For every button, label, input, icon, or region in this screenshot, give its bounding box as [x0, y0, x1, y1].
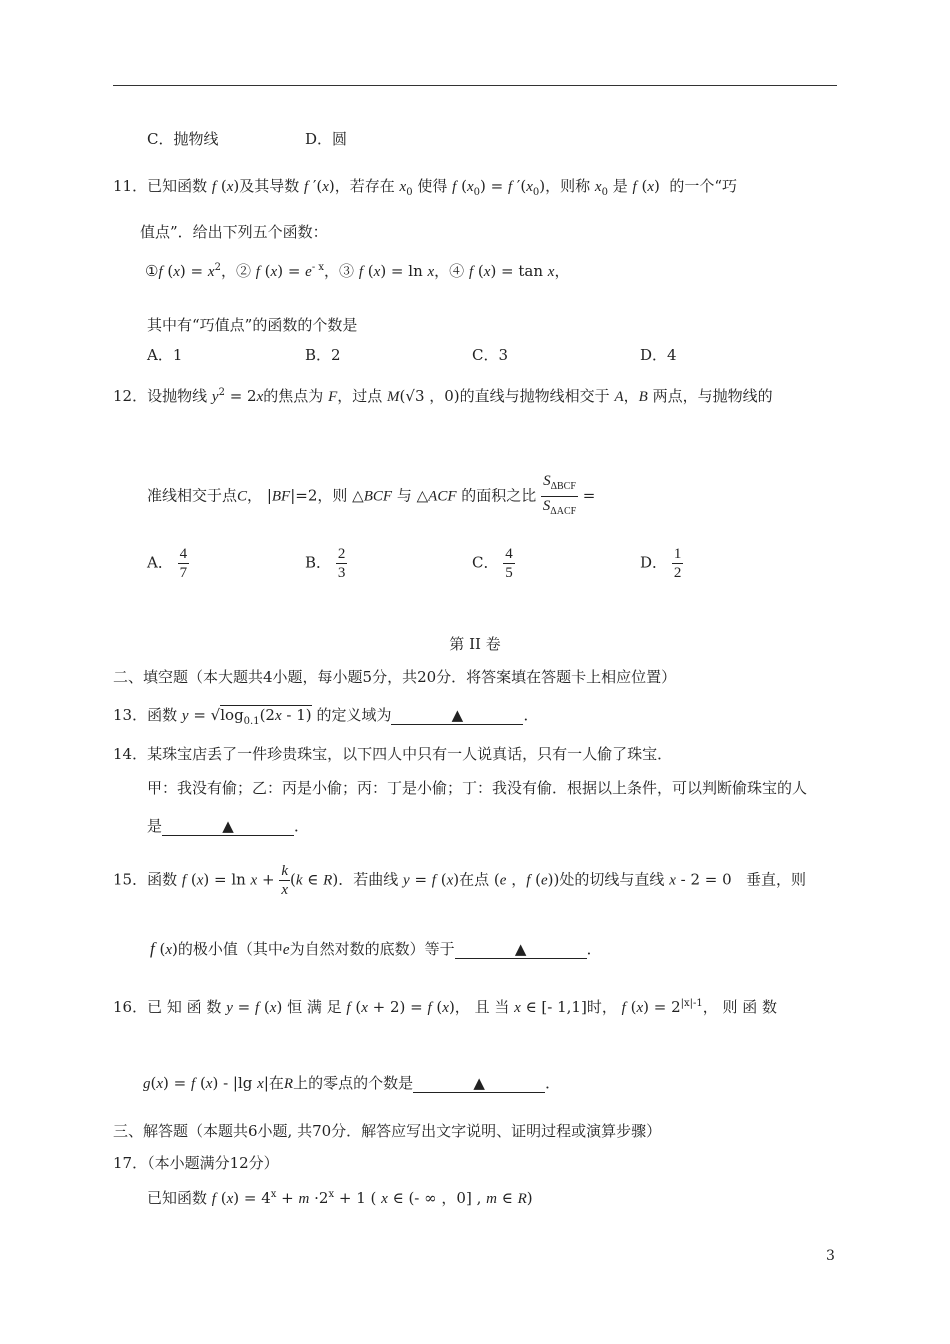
q11-option-b: B．2: [305, 346, 341, 364]
question-13: 13．函数 $y = √\log_{0.1}(2x - 1)$ 的定义域为 ▲ ．: [113, 706, 539, 727]
answer-blank[interactable]: ▲: [413, 1076, 545, 1093]
q12-option-c: C． $\frac{4}{5}$: [472, 546, 513, 581]
answer-blank[interactable]: ▲: [455, 942, 587, 959]
question-15-line1: 15．函数 f (x) = ln x + $\frac{k}{x}$ (k ∈ R)．若曲线 y = f (x)在点 (e ，f (e))处的切线与直线 x - 2 = 0 垂直，则: [113, 863, 806, 898]
question-11-functions: ①f $(x) = x^2$，② f $(x) = e^{- x}$，③ f (x) = ln x，④ f (x) = tan x，: [145, 262, 570, 280]
question-11-line4: 其中有“巧值点”的函数的个数是: [147, 316, 358, 334]
question-11-line1: 11．已知函数 f (x)及其导数 f ′(x)，若存在 $x_0$ 使得 f $(x_0) = f$ $'(x_0)$，则称 $x_0$ 是 f (x) 的一个“巧: [113, 177, 738, 198]
q12-option-a: A． $\frac{4}{7}$: [147, 546, 188, 581]
question-15-line2: f (x)的极小值（其中e为自然对数的底数）等于 ▲ ．: [150, 939, 602, 958]
area-ratio-fraction: $\frac{S_{\Delta BCF}}{S_{\Delta ACF}}$: [542, 473, 577, 517]
part-title: 第 II 卷: [449, 635, 501, 653]
q11-option-c: C．3: [472, 346, 509, 364]
q11-option-d: D．4: [640, 346, 677, 364]
option-c-prev: C．抛物线: [147, 130, 219, 148]
option-d-prev: D．圆: [305, 130, 348, 148]
question-12-line2: 准线相交于点C， |BF|=2，则 △BCF 与 △ACF 的面积之比 $\frac{S_{\Delta BCF}}{S_{\Delta ACF}}$ =: [147, 472, 595, 521]
question-16-line1: 16．已 知 函 数 y = f (x) 恒 满 足 f (x + 2) = f (x)， 且 当 x ∈ [- 1,1]时， f $(x) = 2^{|x|-1}$， 则 函 数: [113, 998, 778, 1016]
question-16-line2: g(x) = f (x) - |lg x|在R上的零点的个数是 ▲ ．: [143, 1074, 561, 1092]
q12-option-d: D． $\frac{1}{2}$: [640, 546, 682, 581]
q11-option-a: A．1: [147, 346, 183, 364]
question-11-line2: 值点”．给出下列五个函数：: [140, 223, 328, 241]
question-14-line1: 14．某珠宝店丢了一件珍贵珠宝，以下四人中只有一人说真话，只有一人偷了珠宝．: [113, 745, 673, 763]
question-14-line3: 是 ▲ ．: [147, 817, 310, 835]
question-17-line1: 已知函数 f $(x) = 4^x + m \cdot 2^x + 1$ ( x ∈ (- ∞ ，0] , m ∈ R): [147, 1189, 533, 1207]
answer-blank[interactable]: ▲: [162, 819, 294, 836]
section-2-heading: 二、填空题（本大题共4小题，每小题5分，共20分．将答案填在答题卡上相应位置）: [113, 668, 677, 686]
question-17-title: 17．（本小题满分12分）: [113, 1154, 279, 1172]
section-3-heading: 三、解答题（本题共6小题, 共70分．解答应写出文字说明、证明过程或演算步骤）: [113, 1122, 662, 1140]
question-12-line1: 12．设抛物线 $y^2 = 2x$的焦点为 F，过点 M(√3 ，0)的直线与抛物线相交于 A，B 两点，与抛物线的: [113, 387, 773, 405]
q12-option-b: B． $\frac{2}{3}$: [305, 546, 346, 581]
header-rule: [113, 85, 837, 86]
question-14-line2: 甲：我没有偷；乙：丙是小偷；丙：丁是小偷；丁：我没有偷．根据以上条件，可以判断偷珠宝的人: [147, 779, 808, 797]
page-number: 3: [826, 1248, 835, 1264]
answer-blank[interactable]: ▲: [391, 708, 523, 725]
